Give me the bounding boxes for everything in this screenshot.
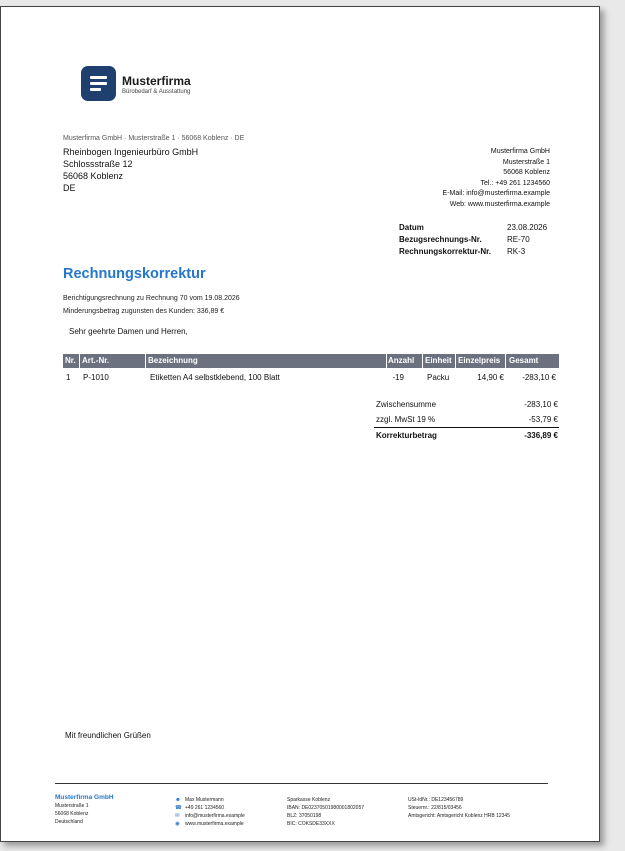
footer-contact	[175, 796, 245, 828]
footer-register: Amtsgericht: Amtsgericht Koblenz HRB 12345	[408, 813, 510, 819]
footer-contact-web-text: www.musterfirma.example	[185, 821, 244, 827]
salutation: Sehr geehrte Damen und Herren,	[69, 327, 188, 336]
footer-contact-phone-text: +49 261 1234560	[185, 805, 225, 811]
correction-total-label: Korrekturbetrag	[376, 431, 437, 440]
footer-contact-web	[175, 820, 245, 828]
footer-iban: IBAN: DE02370501980001802057	[287, 805, 365, 811]
company-tagline: Bürobedarf & Ausstattung	[122, 89, 191, 95]
recipient-street: Schlossstraße 12	[63, 159, 133, 169]
subtotal-value: -283,10 €	[524, 400, 558, 409]
invoice-page	[0, 6, 600, 842]
meta-row-date	[399, 222, 547, 234]
sender-street: Musterstraße 1	[502, 158, 550, 166]
footer-contact-person	[175, 796, 245, 804]
footer-bic: BIC: COKSDE33XXX	[287, 821, 335, 827]
meta-label: Bezugsrechnungs-Nr.	[399, 235, 482, 244]
cell-unit: Packu	[427, 373, 450, 382]
recipient-name: Rheinbogen Ingenieurbüro GmbH	[63, 147, 199, 157]
footer-divider	[55, 783, 548, 784]
vat-row	[374, 412, 559, 427]
footer-legal	[408, 796, 510, 820]
recipient-country: DE	[63, 183, 76, 193]
meta-row-reference	[399, 234, 547, 246]
footer-contact-email-text: info@musterfirma.example	[185, 813, 245, 819]
meta-row-correction-number	[399, 246, 547, 258]
vat-label: zzgl. MwSt 19 %	[376, 415, 436, 424]
sender-email: E-Mail: info@musterfirma.example	[442, 190, 550, 197]
footer-contact-phone	[175, 804, 245, 812]
sender-address-line: Musterfirma GmbH · Musterstraße 1 · 56068 Koblenz · DE	[63, 135, 245, 142]
phone-icon: ☎	[175, 805, 182, 811]
col-header-description: Bezeichnung	[148, 356, 198, 365]
col-header-unit-price: Einzelpreis	[458, 356, 501, 365]
column-divider	[386, 354, 387, 368]
footer-country: Deutschland	[55, 819, 83, 825]
col-header-article-number: Art.-Nr.	[82, 356, 110, 365]
subtotal-row	[374, 397, 559, 412]
footer-blz: BLZ: 37050198	[287, 813, 322, 819]
footer-bank	[287, 796, 364, 828]
cell-article-number: P-1010	[83, 373, 109, 382]
meta-value: RE-70	[507, 235, 530, 244]
footer-city: 56068 Koblenz	[55, 811, 89, 817]
correction-reference: Berichtigungsrechnung zu Rechnung 70 vom 19.08.2026	[63, 295, 240, 302]
company-logo-icon	[81, 66, 116, 101]
totals-block	[374, 397, 559, 443]
column-divider	[505, 354, 506, 368]
subtotal-label: Zwischensumme	[376, 400, 437, 409]
sender-phone: Tel.: +49 261 1234560	[480, 179, 550, 187]
cell-description: Etiketten A4 selbstklebend, 100 Blatt	[150, 373, 280, 382]
col-header-nr: Nr.	[65, 356, 76, 365]
vat-value: -53,79 €	[528, 415, 558, 424]
footer-contact-person-text: Max Mustermann	[185, 797, 224, 803]
correction-total-value: -336,89 €	[524, 431, 558, 440]
column-divider	[145, 354, 146, 368]
footer-contact-email	[175, 812, 245, 820]
cell-unit-price: 14,90 €	[477, 373, 504, 382]
recipient-address	[63, 146, 198, 194]
col-header-total: Gesamt	[509, 356, 539, 365]
footer-tax-number: Steuernr.: 22/815/03456	[408, 805, 462, 811]
meta-label: Datum	[399, 223, 424, 232]
meta-value: 23.08.2026	[507, 223, 548, 232]
col-header-quantity: Anzahl	[388, 356, 415, 365]
items-table-header	[63, 354, 559, 368]
globe-icon: ◉	[175, 821, 180, 827]
footer-vat-id: USt-IdNr.: DE123456789	[408, 797, 464, 803]
invoice-meta	[399, 222, 547, 258]
column-divider	[422, 354, 423, 368]
sender-name: Musterfirma GmbH	[490, 148, 550, 155]
reduction-amount-note: Minderungsbetrag zugunsten des Kunden: 336,89 €	[63, 308, 225, 315]
footer-bank-name: Sparkasse Koblenz	[287, 797, 331, 803]
table-row	[63, 371, 559, 385]
company-name: Musterfirma	[122, 74, 191, 88]
col-header-unit: Einheit	[425, 356, 452, 365]
cell-total: -283,10 €	[522, 373, 556, 382]
meta-value: RK-3	[507, 247, 526, 256]
person-icon: ☻	[175, 797, 181, 803]
sender-contact-block	[350, 147, 550, 210]
recipient-city: 56068 Koblenz	[63, 171, 124, 181]
column-divider	[455, 354, 456, 368]
mail-icon: ✉	[175, 813, 180, 819]
document-title: Rechnungskorrektur	[63, 266, 206, 282]
sender-city: 56068 Koblenz	[503, 169, 550, 176]
footer-street: Musterstraße 1	[55, 803, 89, 809]
cell-quantity: -19	[392, 373, 404, 382]
meta-label: Rechnungskorrektur-Nr.	[399, 247, 492, 256]
column-divider	[79, 354, 80, 368]
correction-total-row	[374, 427, 559, 443]
cell-nr: 1	[66, 373, 71, 382]
closing-phrase: Mit freundlichen Grüßen	[65, 731, 151, 740]
sender-web: Web: www.musterfirma.example	[449, 200, 550, 208]
footer-company	[55, 793, 114, 826]
footer-company-name: Musterfirma GmbH	[55, 794, 114, 801]
